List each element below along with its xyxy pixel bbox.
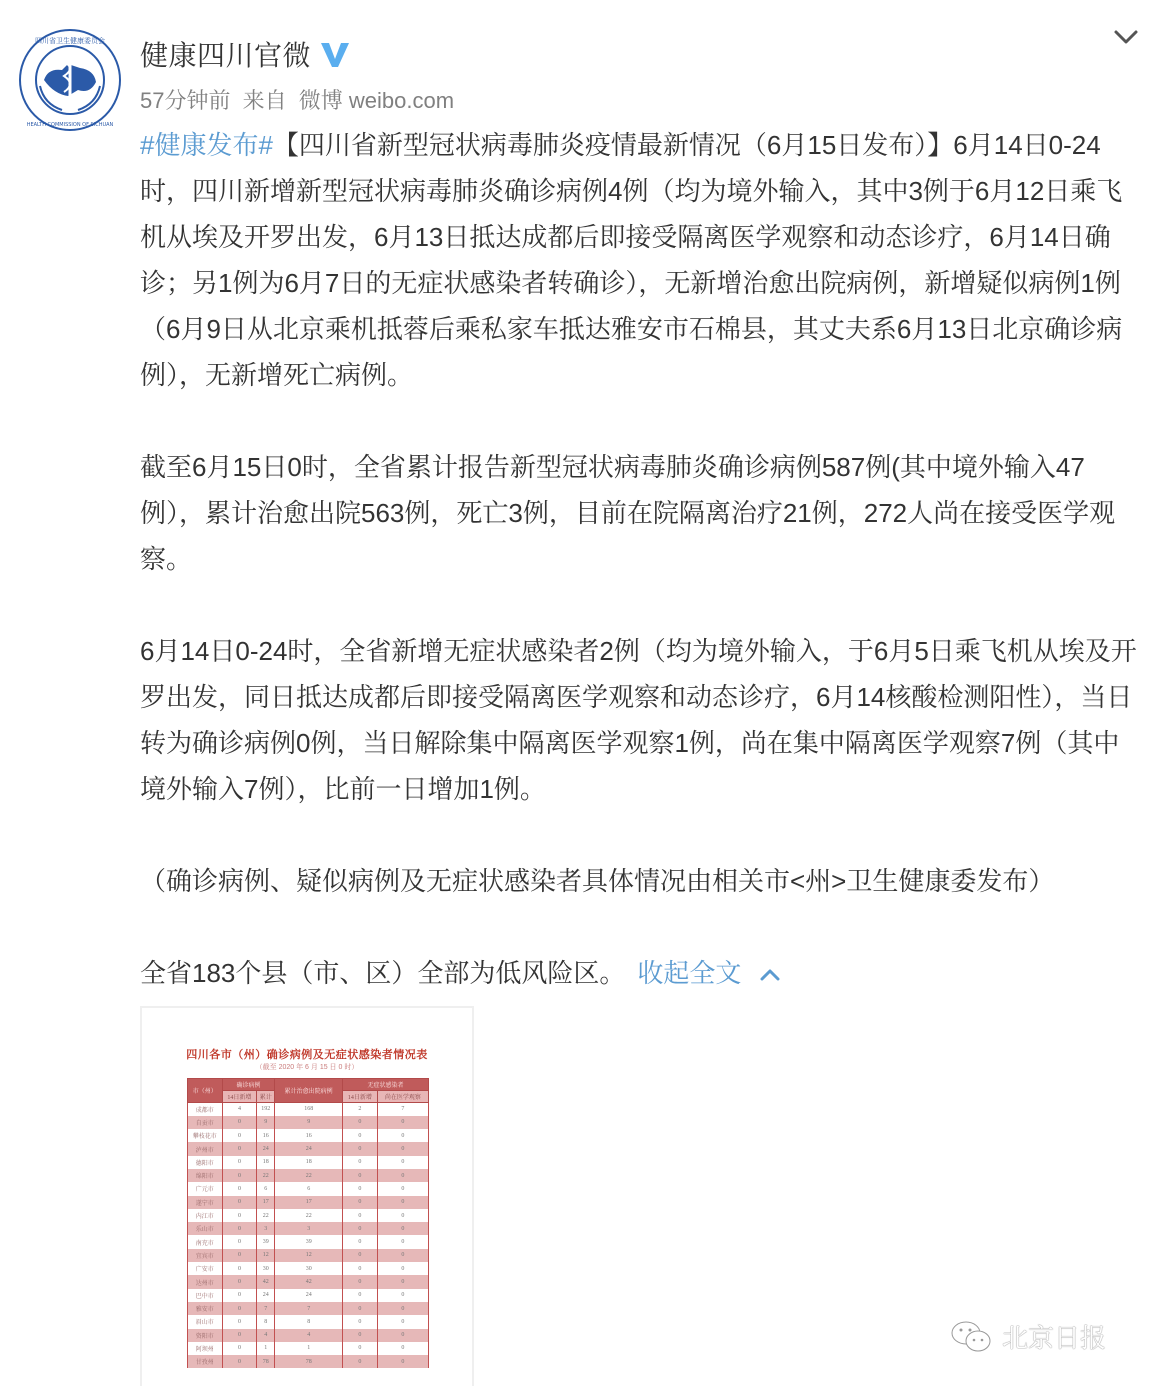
username[interactable]: 健康四川官微 [140,40,312,71]
cell-new: 0 [222,1249,257,1262]
cell-asym-new: 2 [343,1103,378,1116]
cell-asym-new: 0 [343,1262,378,1275]
cell-asym-new: 0 [343,1129,378,1142]
chevron-down-icon [1108,22,1144,52]
cell-recovered: 9 [275,1116,343,1129]
table-row [188,1235,429,1248]
cell-asym-obs: 0 [377,1289,428,1302]
cell-recovered: 16 [275,1129,343,1142]
cell-name: 攀枝花市 [188,1129,223,1142]
header-confirmed: 确诊病例 [222,1079,275,1091]
cell-asym-obs: 0 [377,1262,428,1275]
cell-asym-new: 0 [343,1142,378,1155]
paragraph-text: 【四川省新型冠状病毒肺炎疫情最新情况（6月15日发布）】6月14日0-24时，四川新增新型冠状病毒肺炎确诊病例4例（均为境外输入，其中3例于6月12日乘飞机从埃及开罗出发，6月13日抵达成都后即接受隔离医学观察和动态诊疗，6月14日确诊；另1例为6月7日的无症状感染者转确诊），无新增治愈出院病例，新增疑似病例1例（6月9日从北京乘机抵蓉后乘私家车抵达雅安市石棉县，其丈夫系6月13日北京确诊病例），无新增死亡病例。 [140,130,1123,390]
cell-new: 0 [222,1156,257,1169]
cell-new: 0 [222,1275,257,1288]
cell-total: 42 [257,1275,275,1288]
cell-asym-new: 0 [343,1275,378,1288]
cell-new: 0 [222,1262,257,1275]
cell-name: 雅安市 [188,1302,223,1315]
cell-asym-new: 0 [343,1116,378,1129]
cell-total: 9 [257,1116,275,1129]
table-row [188,1315,429,1328]
post-paragraph-5 [140,950,1140,996]
cell-recovered: 18 [275,1156,343,1169]
cell-name: 宜宾市 [188,1249,223,1262]
cell-name: 德阳市 [188,1156,223,1169]
cell-new: 0 [222,1235,257,1248]
cell-total: 3 [257,1222,275,1235]
cell-asym-obs: 0 [377,1209,428,1222]
table-row [188,1302,429,1315]
post-paragraph-3: 6月14日0-24时，全省新增无症状感染者2例（均为境外输入，于6月5日乘飞机从埃及开罗出发，同日抵达成都后即接受隔离医学观察和动态诊疗，6月14核酸检测阳性），当日转为确诊病例0例，当日解除集中隔离医学观察1例，尚在集中隔离医学观察7例（其中境外输入7例），比前一日增加1例。 [140,636,1137,804]
cell-asym-obs: 0 [377,1116,428,1129]
cell-name: 绵阳市 [188,1169,223,1182]
post-time[interactable]: 57分钟前 [140,88,231,113]
cell-new: 0 [222,1196,257,1209]
cell-total: 39 [257,1235,275,1248]
cell-new: 0 [222,1355,257,1368]
cell-total: 24 [257,1289,275,1302]
cell-asym-new: 0 [343,1196,378,1209]
cell-total: 78 [257,1355,275,1368]
table-row [188,1342,429,1355]
cell-asym-new: 0 [343,1182,378,1195]
cell-recovered: 12 [275,1249,343,1262]
cell-asym-obs: 7 [377,1103,428,1116]
cell-name: 泸州市 [188,1142,223,1155]
cell-asym-new: 0 [343,1355,378,1368]
cell-new: 4 [222,1103,257,1116]
cell-new: 0 [222,1129,257,1142]
cell-new: 0 [222,1302,257,1315]
table-row [188,1142,429,1155]
cell-name: 南充市 [188,1235,223,1248]
table-row [188,1249,429,1262]
cell-total: 8 [257,1315,275,1328]
table-body [188,1103,429,1369]
cell-new: 0 [222,1315,257,1328]
table-row [188,1169,429,1182]
cell-recovered: 78 [275,1355,343,1368]
cell-recovered: 17 [275,1196,343,1209]
cell-recovered: 22 [275,1209,343,1222]
cell-asym-obs: 0 [377,1222,428,1235]
cell-asym-obs: 0 [377,1169,428,1182]
collapse-full-text-link[interactable] [637,958,781,988]
cell-total: 22 [257,1169,275,1182]
paragraph-text: 全省183个县（市、区）全部为低风险区。 [140,958,626,988]
cell-total: 12 [257,1249,275,1262]
cell-asym-new: 0 [343,1315,378,1328]
post-image-thumbnail[interactable] [140,1006,474,1386]
cell-asym-new: 0 [343,1329,378,1342]
more-options-button[interactable] [1108,22,1144,52]
table-row [188,1196,429,1209]
cell-name: 自贡市 [188,1116,223,1129]
cell-recovered: 168 [275,1103,343,1116]
cell-recovered: 30 [275,1262,343,1275]
cell-asym-obs: 0 [377,1182,428,1195]
cell-total: 4 [257,1329,275,1342]
header-asym-new: 14日新增 [343,1091,378,1103]
header-confirmed-total: 累计 [257,1091,275,1103]
cell-total: 17 [257,1196,275,1209]
cell-recovered: 24 [275,1142,343,1155]
cell-asym-new: 0 [343,1169,378,1182]
cell-asym-obs: 0 [377,1156,428,1169]
wechat-icon [950,1319,994,1355]
table-row [188,1103,429,1116]
collapse-label: 收起全文 [637,958,742,988]
cell-recovered: 24 [275,1289,343,1302]
cell-asym-obs: 0 [377,1329,428,1342]
cell-asym-obs: 0 [377,1129,428,1142]
cell-name: 广安市 [188,1262,223,1275]
cell-asym-obs: 0 [377,1196,428,1209]
header-confirmed-new: 14日新增 [222,1091,257,1103]
cell-recovered: 3 [275,1222,343,1235]
post-paragraph-2: 截至6月15日0时，全省累计报告新型冠状病毒肺炎确诊病例587例(其中境外输入47例），累计治愈出院563例，死亡3例，目前在院隔离治疗21例，272人尚在接受医学观察。 [140,452,1116,574]
post-paragraph-4: （确诊病例、疑似病例及无症状感染者具体情况由相关市<州>卫生健康委发布） [140,866,1055,896]
cell-asym-obs: 0 [377,1275,428,1288]
cell-name: 甘孜州 [188,1355,223,1368]
table-row [188,1182,429,1195]
cell-new: 0 [222,1222,257,1235]
cases-table [187,1078,429,1368]
cell-recovered: 1 [275,1342,343,1355]
cell-name: 遂宁市 [188,1196,223,1209]
post-content [140,122,1140,996]
cell-total: 16 [257,1129,275,1142]
cell-name: 乐山市 [188,1222,223,1235]
table-row [188,1262,429,1275]
watermark [950,1318,1106,1355]
cell-total: 1 [257,1342,275,1355]
cell-recovered: 6 [275,1182,343,1195]
cell-new: 0 [222,1289,257,1302]
cell-recovered: 42 [275,1275,343,1288]
cell-name: 眉山市 [188,1315,223,1328]
cell-total: 7 [257,1302,275,1315]
cell-recovered: 7 [275,1302,343,1315]
username-row [140,34,351,74]
cell-new: 0 [222,1142,257,1155]
cell-total: 6 [257,1182,275,1195]
cell-name: 阿坝州 [188,1342,223,1355]
watermark-label: 北京日报 [1002,1323,1107,1353]
post-paragraph-1 [140,122,1140,398]
cell-name: 广元市 [188,1182,223,1195]
cell-asym-new: 0 [343,1289,378,1302]
table-row [188,1355,429,1368]
cell-asym-new: 0 [343,1302,378,1315]
source-prefix: 来自 [242,88,287,113]
cell-name: 达州市 [188,1275,223,1288]
cell-asym-new: 0 [343,1235,378,1248]
cell-total: 24 [257,1142,275,1155]
post-meta [140,84,460,115]
cell-asym-obs: 0 [377,1235,428,1248]
cell-asym-obs: 0 [377,1142,428,1155]
cell-new: 0 [222,1209,257,1222]
cell-asym-obs: 0 [377,1315,428,1328]
cell-new: 0 [222,1182,257,1195]
header-recovered: 累计治愈出院病例 [275,1079,343,1103]
cell-name: 资阳市 [188,1329,223,1342]
post-source[interactable]: 微博 weibo.com [298,88,455,113]
header-region: 市（州） [188,1079,223,1103]
topic-hashtag[interactable]: #健康发布# [140,130,273,160]
cell-name: 巴中市 [188,1289,223,1302]
health-commission-logo-icon [18,28,122,132]
cell-name: 内江市 [188,1209,223,1222]
cell-name: 成都市 [188,1103,223,1116]
table-row [188,1129,429,1142]
cell-recovered: 4 [275,1329,343,1342]
cell-new: 0 [222,1116,257,1129]
cell-asym-obs: 0 [377,1355,428,1368]
cell-recovered: 39 [275,1235,343,1248]
table-row [188,1275,429,1288]
verified-v-icon [319,39,351,69]
cell-total: 22 [257,1209,275,1222]
cell-asym-new: 0 [343,1222,378,1235]
table-row [188,1289,429,1302]
chevron-up-icon [759,967,781,983]
cell-asym-obs: 0 [377,1342,428,1355]
header-asymptomatic: 无症状感染者 [343,1079,429,1091]
cell-recovered: 22 [275,1169,343,1182]
cell-asym-new: 0 [343,1249,378,1262]
cell-recovered: 8 [275,1315,343,1328]
cell-asym-obs: 0 [377,1302,428,1315]
table-title: 四川各市（州）确诊病例及无症状感染者情况表 [186,1049,428,1061]
avatar[interactable] [18,28,122,132]
table-subtitle: （截至 2020 年 6 月 15 日 0 时） [255,1064,359,1071]
cell-asym-new: 0 [343,1342,378,1355]
table-row [188,1209,429,1222]
table-row [188,1222,429,1235]
table-row [188,1116,429,1129]
cell-asym-new: 0 [343,1156,378,1169]
cell-new: 0 [222,1329,257,1342]
table-row [188,1156,429,1169]
header-asym-observe: 尚在医学观察 [377,1091,428,1103]
cell-asym-obs: 0 [377,1249,428,1262]
cell-total: 18 [257,1156,275,1169]
cell-total: 192 [257,1103,275,1116]
cell-new: 0 [222,1169,257,1182]
svg-text:四川省卫生健康委员会: 四川省卫生健康委员会 [35,37,105,45]
cell-new: 0 [222,1342,257,1355]
table-row [188,1329,429,1342]
cell-asym-new: 0 [343,1209,378,1222]
cell-total: 30 [257,1262,275,1275]
svg-text:HEALTH COMMISSION OF SICHUAN: HEALTH COMMISSION OF SICHUAN [26,122,114,128]
